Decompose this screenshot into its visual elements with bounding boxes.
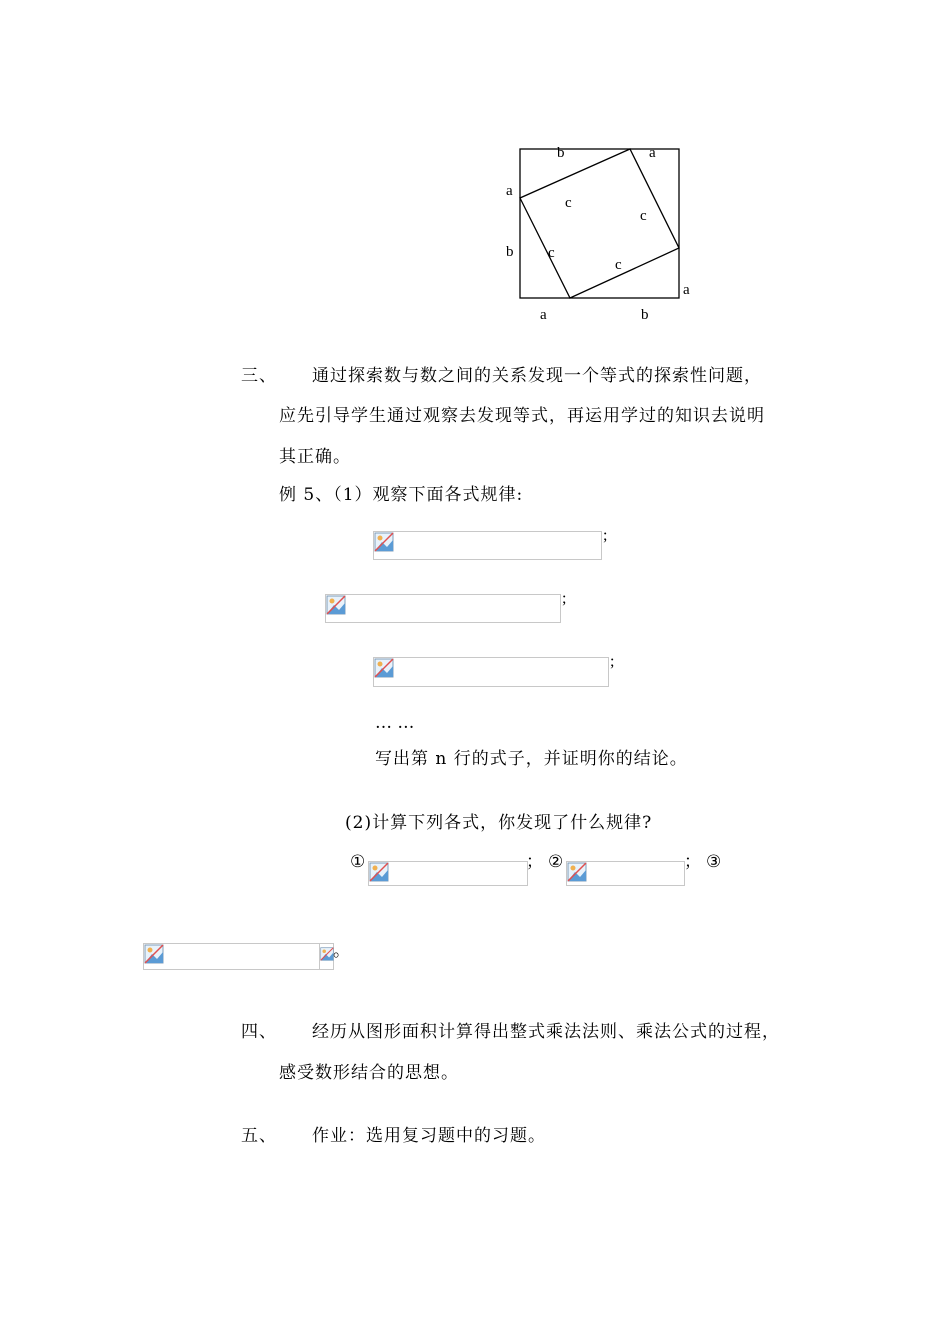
label-top-b: b [557, 145, 565, 161]
part2-question: (2)计算下列各式，你发现了什么规律? [345, 813, 653, 833]
semicolon-1: ; [603, 527, 608, 544]
separator-1: ； [526, 852, 543, 872]
semicolon-2: ; [562, 590, 567, 607]
circle-mark-1: ① [350, 852, 366, 872]
pythagoras-figure [500, 140, 700, 330]
separator-2: ； [684, 852, 701, 872]
section3-number: 三、 [241, 366, 277, 386]
broken-image-icon [374, 658, 394, 678]
label-c-lower-right: c [615, 257, 622, 273]
formula-image-6 [143, 943, 320, 970]
label-left-b: b [506, 244, 514, 260]
label-right-a: a [683, 282, 690, 298]
section3-line2: 应先引导学生通过观察去发现等式，再运用学过的知识去说明 [279, 406, 765, 426]
section5-number: 五、 [241, 1126, 277, 1146]
formula-image-2 [325, 594, 561, 623]
circle-mark-3: ③ [706, 852, 722, 872]
formula-image-7 [319, 943, 334, 970]
square-diagram [500, 140, 700, 330]
outer-square [520, 149, 679, 298]
section4-line2: 感受数形结合的思想。 [279, 1063, 459, 1083]
ellipsis: … … [375, 713, 415, 733]
example5-title: 例 5、（1）观察下面各式规律: [279, 485, 524, 505]
formula-image-5 [566, 861, 685, 886]
section3-line3: 其正确。 [279, 447, 351, 467]
formula-image-3 [373, 657, 609, 687]
section4-line1: 经历从图形面积计算得出整式乘法法则、乘法公式的过程， [312, 1022, 780, 1042]
broken-image-icon [326, 595, 346, 615]
label-bottom-b: b [641, 307, 649, 323]
label-c-upper-left: c [565, 195, 572, 211]
inner-square [520, 149, 679, 298]
broken-image-icon [144, 944, 164, 964]
label-c-lower-left: c [548, 245, 555, 261]
broken-image-icon [320, 944, 334, 964]
section4-number: 四、 [241, 1022, 277, 1042]
circle-mark-2: ② [548, 852, 564, 872]
section5-line1: 作业：选用复习题中的习题。 [312, 1126, 546, 1146]
label-bottom-a: a [540, 307, 547, 323]
semicolon-3: ; [610, 653, 615, 670]
broken-image-icon [374, 532, 394, 552]
label-left-a: a [506, 183, 513, 199]
broken-image-icon [567, 862, 587, 882]
formula-image-4 [368, 861, 528, 886]
label-top-a: a [649, 145, 656, 161]
section3-line1: 通过探索数与数之间的关系发现一个等式的探索性问题， [312, 366, 762, 386]
broken-image-icon [369, 862, 389, 882]
end-period: 。 [333, 941, 350, 961]
formula-image-1 [373, 531, 602, 560]
instruction-text: 写出第 n 行的式子，并证明你的结论。 [375, 749, 688, 769]
label-c-upper-right: c [640, 208, 647, 224]
